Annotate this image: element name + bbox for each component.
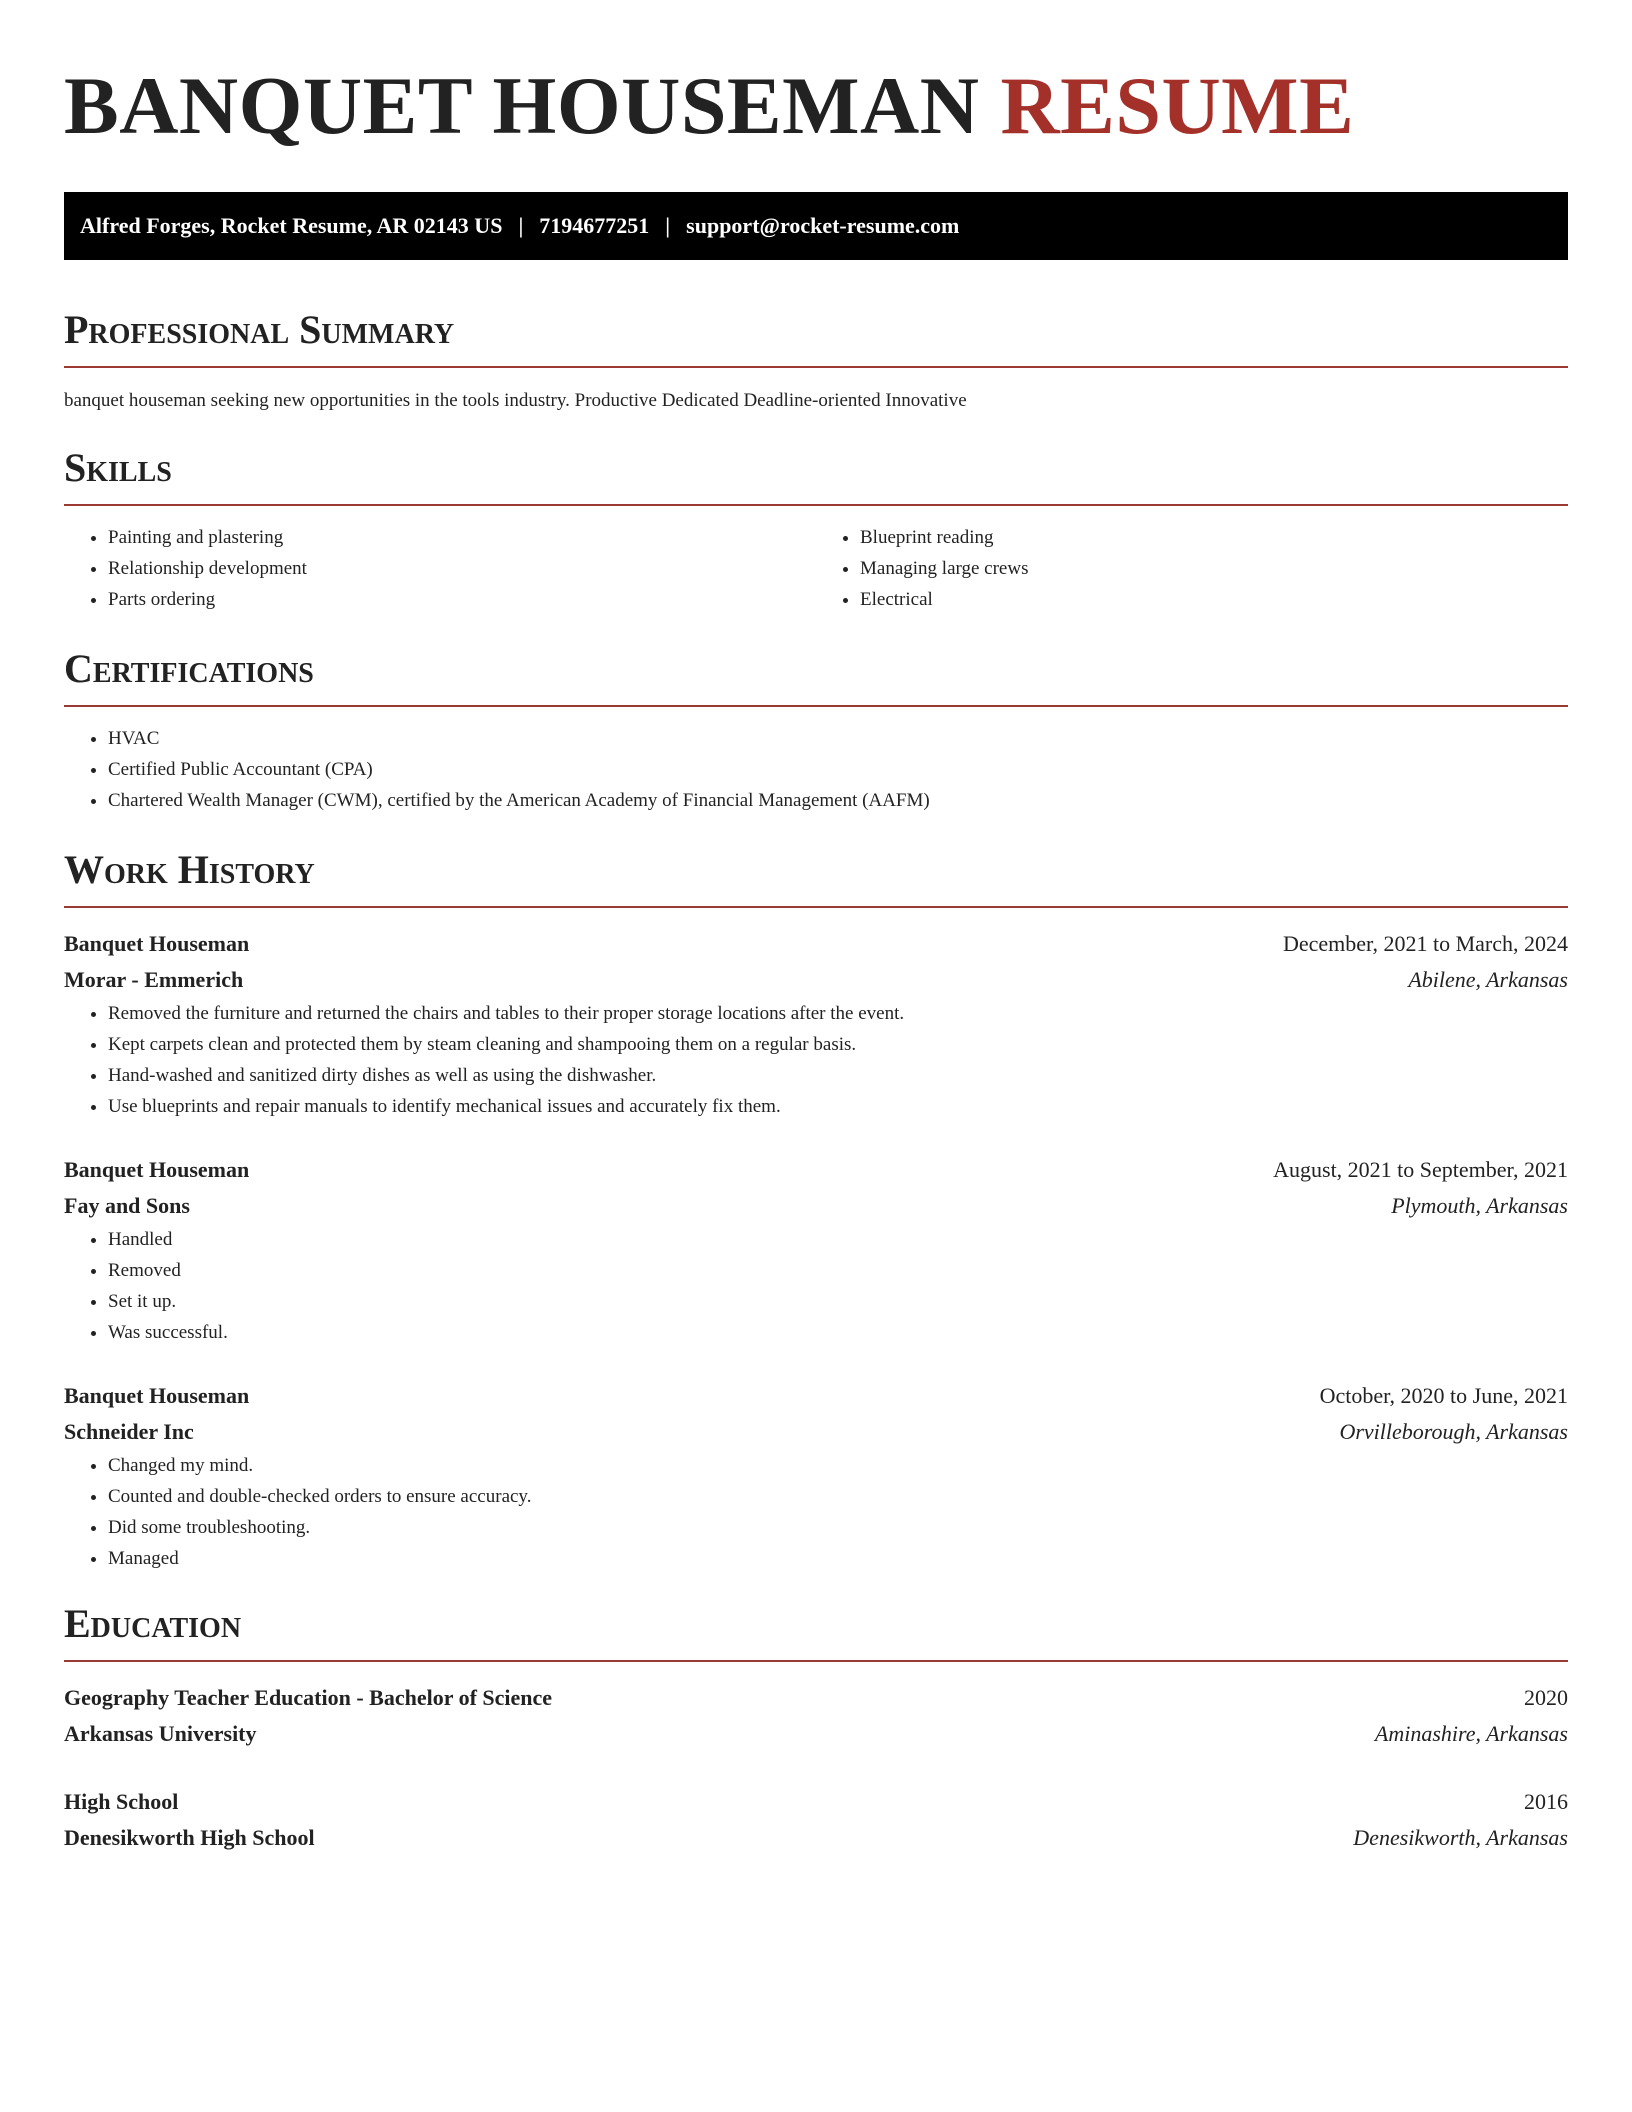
- job-location: Orvilleborough, Arkansas: [1339, 1419, 1568, 1444]
- job-dates: October, 2020 to June, 2021: [1319, 1383, 1568, 1408]
- contact-separator: |: [665, 213, 671, 238]
- job-duty: • Set it up.: [108, 1286, 1568, 1317]
- education-section: [64, 1596, 1568, 1856]
- certification-item: • Certified Public Accountant (CPA): [108, 754, 1568, 785]
- section-heading-work-history: Work History: [64, 847, 315, 892]
- education-entry: [64, 1680, 1568, 1752]
- section-divider: [64, 366, 1568, 368]
- contact-email: support@rocket-resume.com: [686, 213, 960, 238]
- skills-section: [64, 440, 1568, 615]
- contact-separator: |: [518, 213, 524, 238]
- job-title: Banquet Houseman: [64, 931, 250, 956]
- job-duty: • Did some troubleshooting.: [108, 1512, 1568, 1543]
- job-duty: • Changed my mind.: [108, 1450, 1568, 1481]
- job-duty: • Kept carpets clean and protected them by steam cleaning and shampooing them on a regular basis.: [108, 1029, 1568, 1060]
- job-duties: [64, 1224, 1568, 1348]
- job-title: Banquet Houseman: [64, 1383, 250, 1408]
- education-degree: High School: [64, 1789, 179, 1814]
- education-year: 2020: [1524, 1685, 1568, 1710]
- job-location: Abilene, Arkansas: [1408, 967, 1568, 992]
- job-duties: [64, 998, 1568, 1122]
- skill-item: • Relationship development: [108, 553, 816, 584]
- resume-title: [64, 0, 1568, 156]
- skill-item: • Painting and plastering: [108, 522, 816, 553]
- job-company: Schneider Inc: [64, 1419, 194, 1444]
- job-duty: • Managed: [108, 1543, 1568, 1574]
- job-entry: [64, 926, 1568, 1122]
- work-history-section: [64, 842, 1568, 1574]
- job-duty: • Hand-washed and sanitized dirty dishes as well as using the dishwasher.: [108, 1060, 1568, 1091]
- contact-bar: [64, 192, 1568, 260]
- section-divider: [64, 504, 1568, 506]
- skill-item: • Parts ordering: [108, 584, 816, 615]
- education-school: Denesikworth High School: [64, 1825, 315, 1850]
- section-heading-skills: Skills: [64, 445, 172, 490]
- section-divider: [64, 906, 1568, 908]
- contact-phone: 7194677251: [539, 213, 650, 238]
- education-entry: [64, 1784, 1568, 1856]
- skills-column-right: [816, 522, 1568, 615]
- skills-column-left: [64, 522, 816, 615]
- certification-item: • HVAC: [108, 723, 1568, 754]
- section-heading-certifications: Certifications: [64, 646, 314, 691]
- job-duties: [64, 1450, 1568, 1574]
- job-duty: • Counted and double-checked orders to ensure accuracy.: [108, 1481, 1568, 1512]
- job-company: Morar - Emmerich: [64, 967, 244, 992]
- skill-item: • Managing large crews: [860, 553, 1568, 584]
- summary-text: banquet houseman seeking new opportunities in the tools industry. Productive Dedicated Deadline-oriented Innovative: [64, 390, 967, 411]
- education-location: Denesikworth, Arkansas: [1353, 1825, 1568, 1850]
- job-duty: • Was successful.: [108, 1317, 1568, 1348]
- skills-grid: [64, 522, 1568, 615]
- contact-address: Alfred Forges, Rocket Resume, AR 02143 US: [80, 213, 503, 238]
- job-entry: [64, 1152, 1568, 1348]
- skill-item: • Electrical: [860, 584, 1568, 615]
- job-duty: • Handled: [108, 1224, 1568, 1255]
- job-title: Banquet Houseman: [64, 1157, 250, 1182]
- job-duty: • Use blueprints and repair manuals to identify mechanical issues and accurately fix them.: [108, 1091, 1568, 1122]
- education-year: 2016: [1524, 1789, 1568, 1814]
- section-divider: [64, 1660, 1568, 1662]
- title-main: BANQUET HOUSEMAN: [64, 60, 980, 151]
- certifications-list: [64, 723, 1568, 816]
- job-location: Plymouth, Arkansas: [1391, 1193, 1568, 1218]
- certifications-section: [64, 641, 1568, 816]
- education-school: Arkansas University: [64, 1721, 257, 1746]
- section-heading-summary: Professional Summary: [64, 307, 455, 352]
- section-heading-education: Education: [64, 1601, 242, 1646]
- job-duty: • Removed the furniture and returned the chairs and tables to their proper storage locations after the event.: [108, 998, 1568, 1029]
- job-dates: December, 2021 to March, 2024: [1282, 931, 1568, 956]
- education-degree: Geography Teacher Education - Bachelor of Science: [64, 1685, 553, 1710]
- education-location: Aminashire, Arkansas: [1374, 1721, 1568, 1746]
- certification-item: • Chartered Wealth Manager (CWM), certified by the American Academy of Financial Management (AAFM): [108, 785, 1568, 816]
- section-divider: [64, 705, 1568, 707]
- job-duty: • Removed: [108, 1255, 1568, 1286]
- job-dates: August, 2021 to September, 2021: [1273, 1157, 1568, 1182]
- summary-section: [64, 302, 1568, 414]
- skill-item: • Blueprint reading: [860, 522, 1568, 553]
- title-accent: RESUME: [1000, 60, 1355, 151]
- job-entry: [64, 1378, 1568, 1574]
- job-company: Fay and Sons: [64, 1193, 190, 1218]
